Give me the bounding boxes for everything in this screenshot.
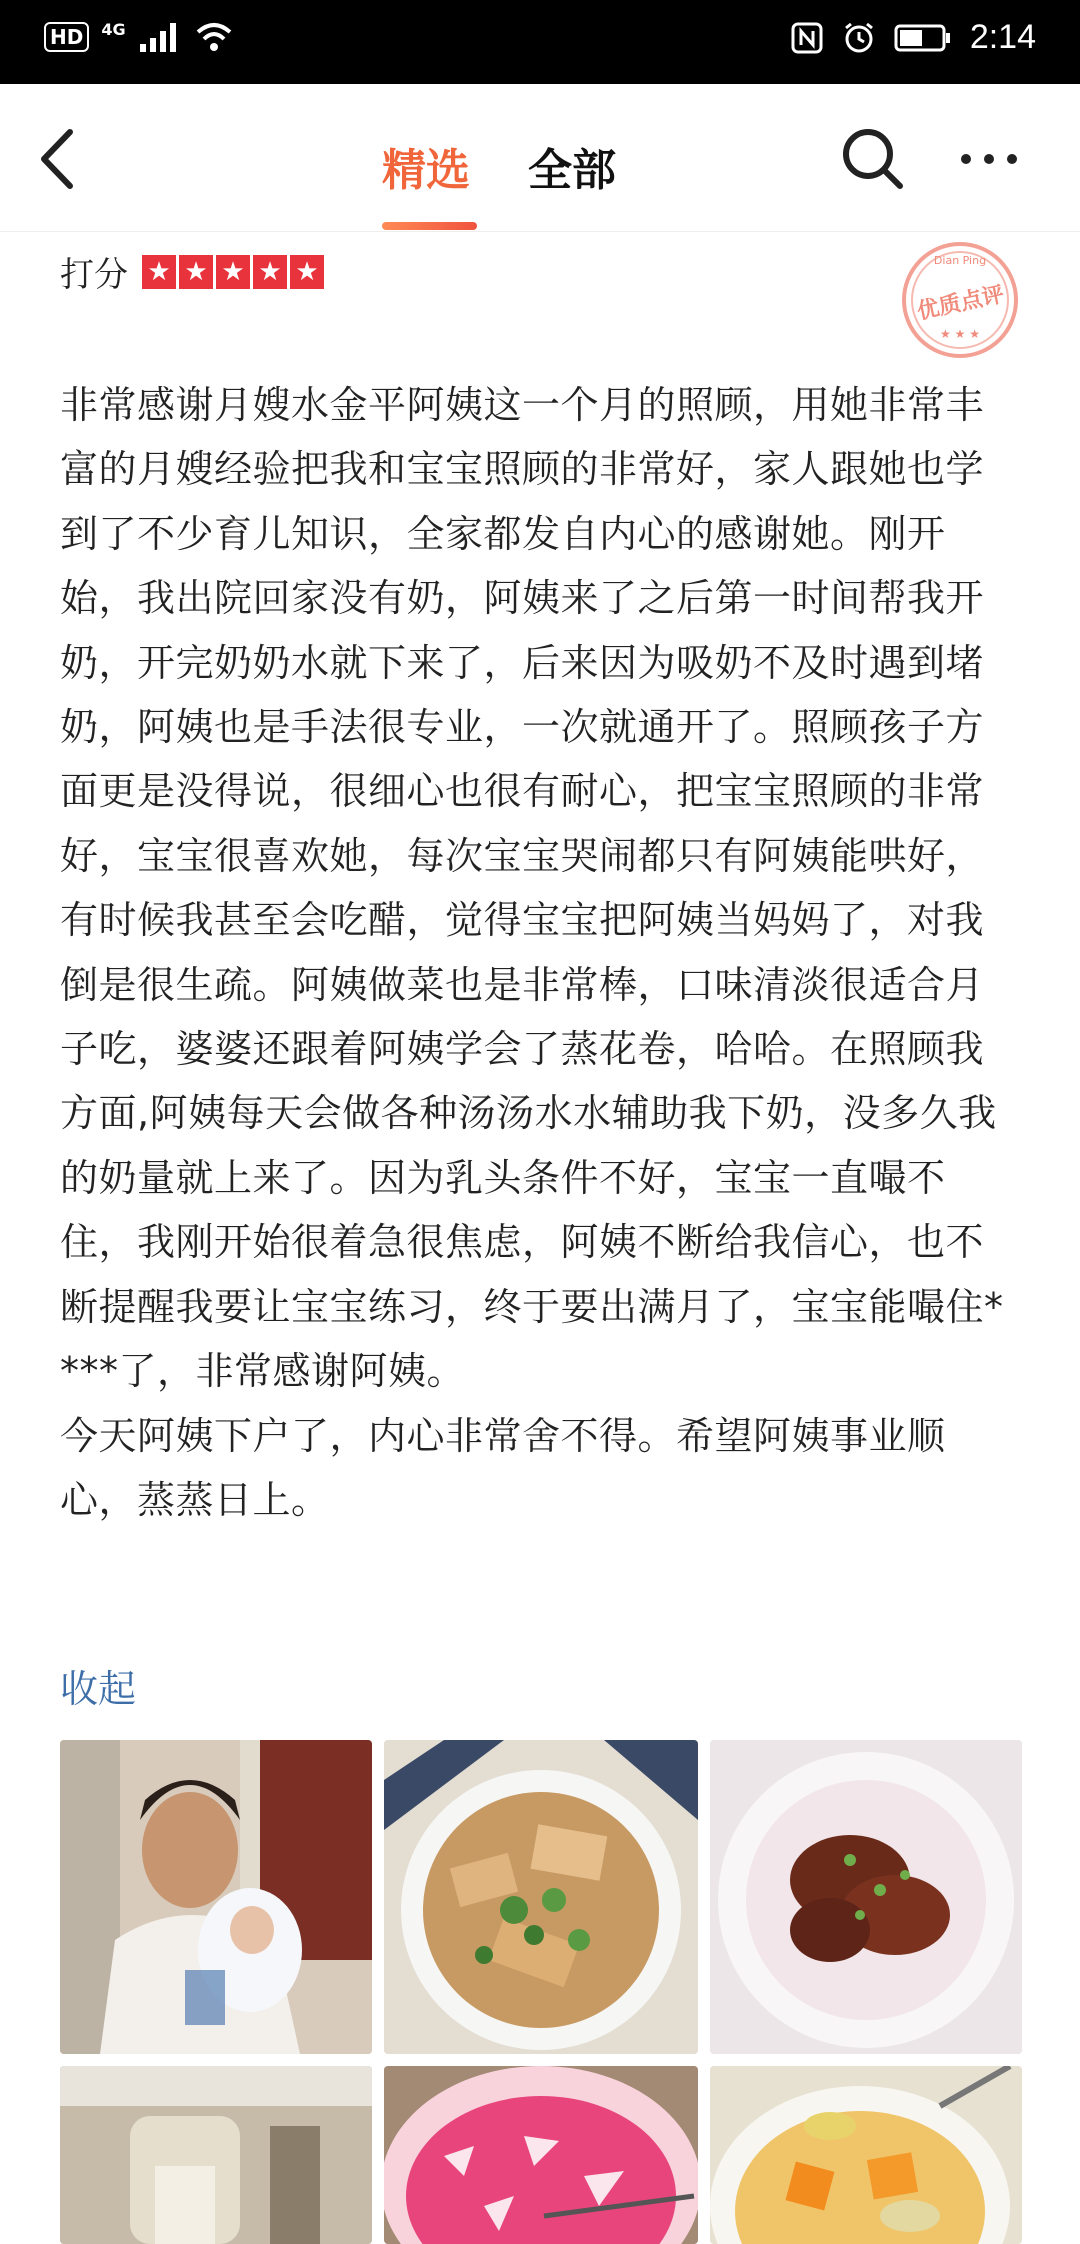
collapse-link[interactable]: 收起 xyxy=(60,1667,137,1711)
status-right xyxy=(790,18,1036,57)
status-left xyxy=(44,20,234,54)
star-icon: ★ xyxy=(179,255,213,289)
photo-fruit-soup[interactable] xyxy=(710,2066,1022,2244)
photo-breast-pump[interactable] xyxy=(60,2066,372,2244)
alarm-icon xyxy=(842,21,876,55)
hd-badge: HD xyxy=(44,22,89,52)
tab-all[interactable]: 全部 xyxy=(528,145,616,196)
top-nav xyxy=(0,84,1080,232)
clock: 2:14 xyxy=(969,18,1036,56)
star-icon: ★ xyxy=(290,255,324,289)
photo-braised-pork[interactable] xyxy=(710,1740,1022,2054)
star-icon: ★ xyxy=(253,255,287,289)
wifi-icon xyxy=(194,20,234,54)
svg-text:★ ★ ★: ★ ★ ★ xyxy=(940,327,980,341)
photo-dragonfruit-drink[interactable] xyxy=(384,2066,698,2244)
review-text: 非常感谢月嫂水金平阿姨这一个月的照顾，用她非常丰富的月嫂经验把我和宝宝照顾的非常好，家人跟她也学到了不少育儿知识，全家都发自内心的感谢她。刚开始，我出院回家没有奶，阿姨来了之后第一时间帮我开奶，开完奶奶水就下来了，后来因为吸奶不及时遇到堵奶，阿姨也是手法很专业，一次就通开了。照顾孩子方面更是没得说，很细心也很有耐心，把宝宝照顾的非常好，宝宝很喜欢她，每次宝宝哭闹都只有阿姨能哄好，有时候我甚至会吃醋，觉得宝宝把阿姨当妈妈了，对我倒是很生疏。阿姨做菜也是非常棒，口味清淡很适合月子吃，婆婆还跟着阿姨学会了蒸花卷，哈哈。在照顾我方面,阿姨每天会做各种汤汤水水辅助我下奶，没多久我的奶量就上来了。因为乳头条件不好，宝宝一直嘬不住，我刚开始很着急很焦虑，阿姨不断给我信心，也不断提醒我要让宝宝练习，终于要出满月了，宝宝能嘬住****了，非常感谢阿姨。 今天阿姨下户了，内心非常舍不得。希望阿姨事业顺心，蒸蒸日上。 xyxy=(60,383,1004,1522)
nfc-icon xyxy=(790,21,824,55)
signal-icon xyxy=(138,20,182,54)
star-icon: ★ xyxy=(142,255,176,289)
star-rating xyxy=(142,255,324,289)
status-bar xyxy=(0,0,1080,84)
stamp-text: 优质点评 xyxy=(915,282,1007,325)
photo-nanny-with-baby[interactable] xyxy=(60,1740,372,2054)
star-icon: ★ xyxy=(216,255,250,289)
rating-label: 打分 xyxy=(60,255,128,295)
photo-tofu-dish[interactable] xyxy=(384,1740,698,2054)
rating-row xyxy=(60,247,324,296)
network-label: 4G xyxy=(101,19,126,39)
active-tab-indicator xyxy=(382,222,477,230)
quality-review-stamp xyxy=(898,238,1022,362)
tab-featured[interactable]: 精选 xyxy=(382,145,470,196)
battery-icon xyxy=(894,23,952,53)
back-icon[interactable] xyxy=(30,124,90,194)
search-icon[interactable] xyxy=(838,124,908,194)
more-icon[interactable] xyxy=(954,134,1024,184)
stamp-subtext: Dian Ping xyxy=(933,254,987,267)
